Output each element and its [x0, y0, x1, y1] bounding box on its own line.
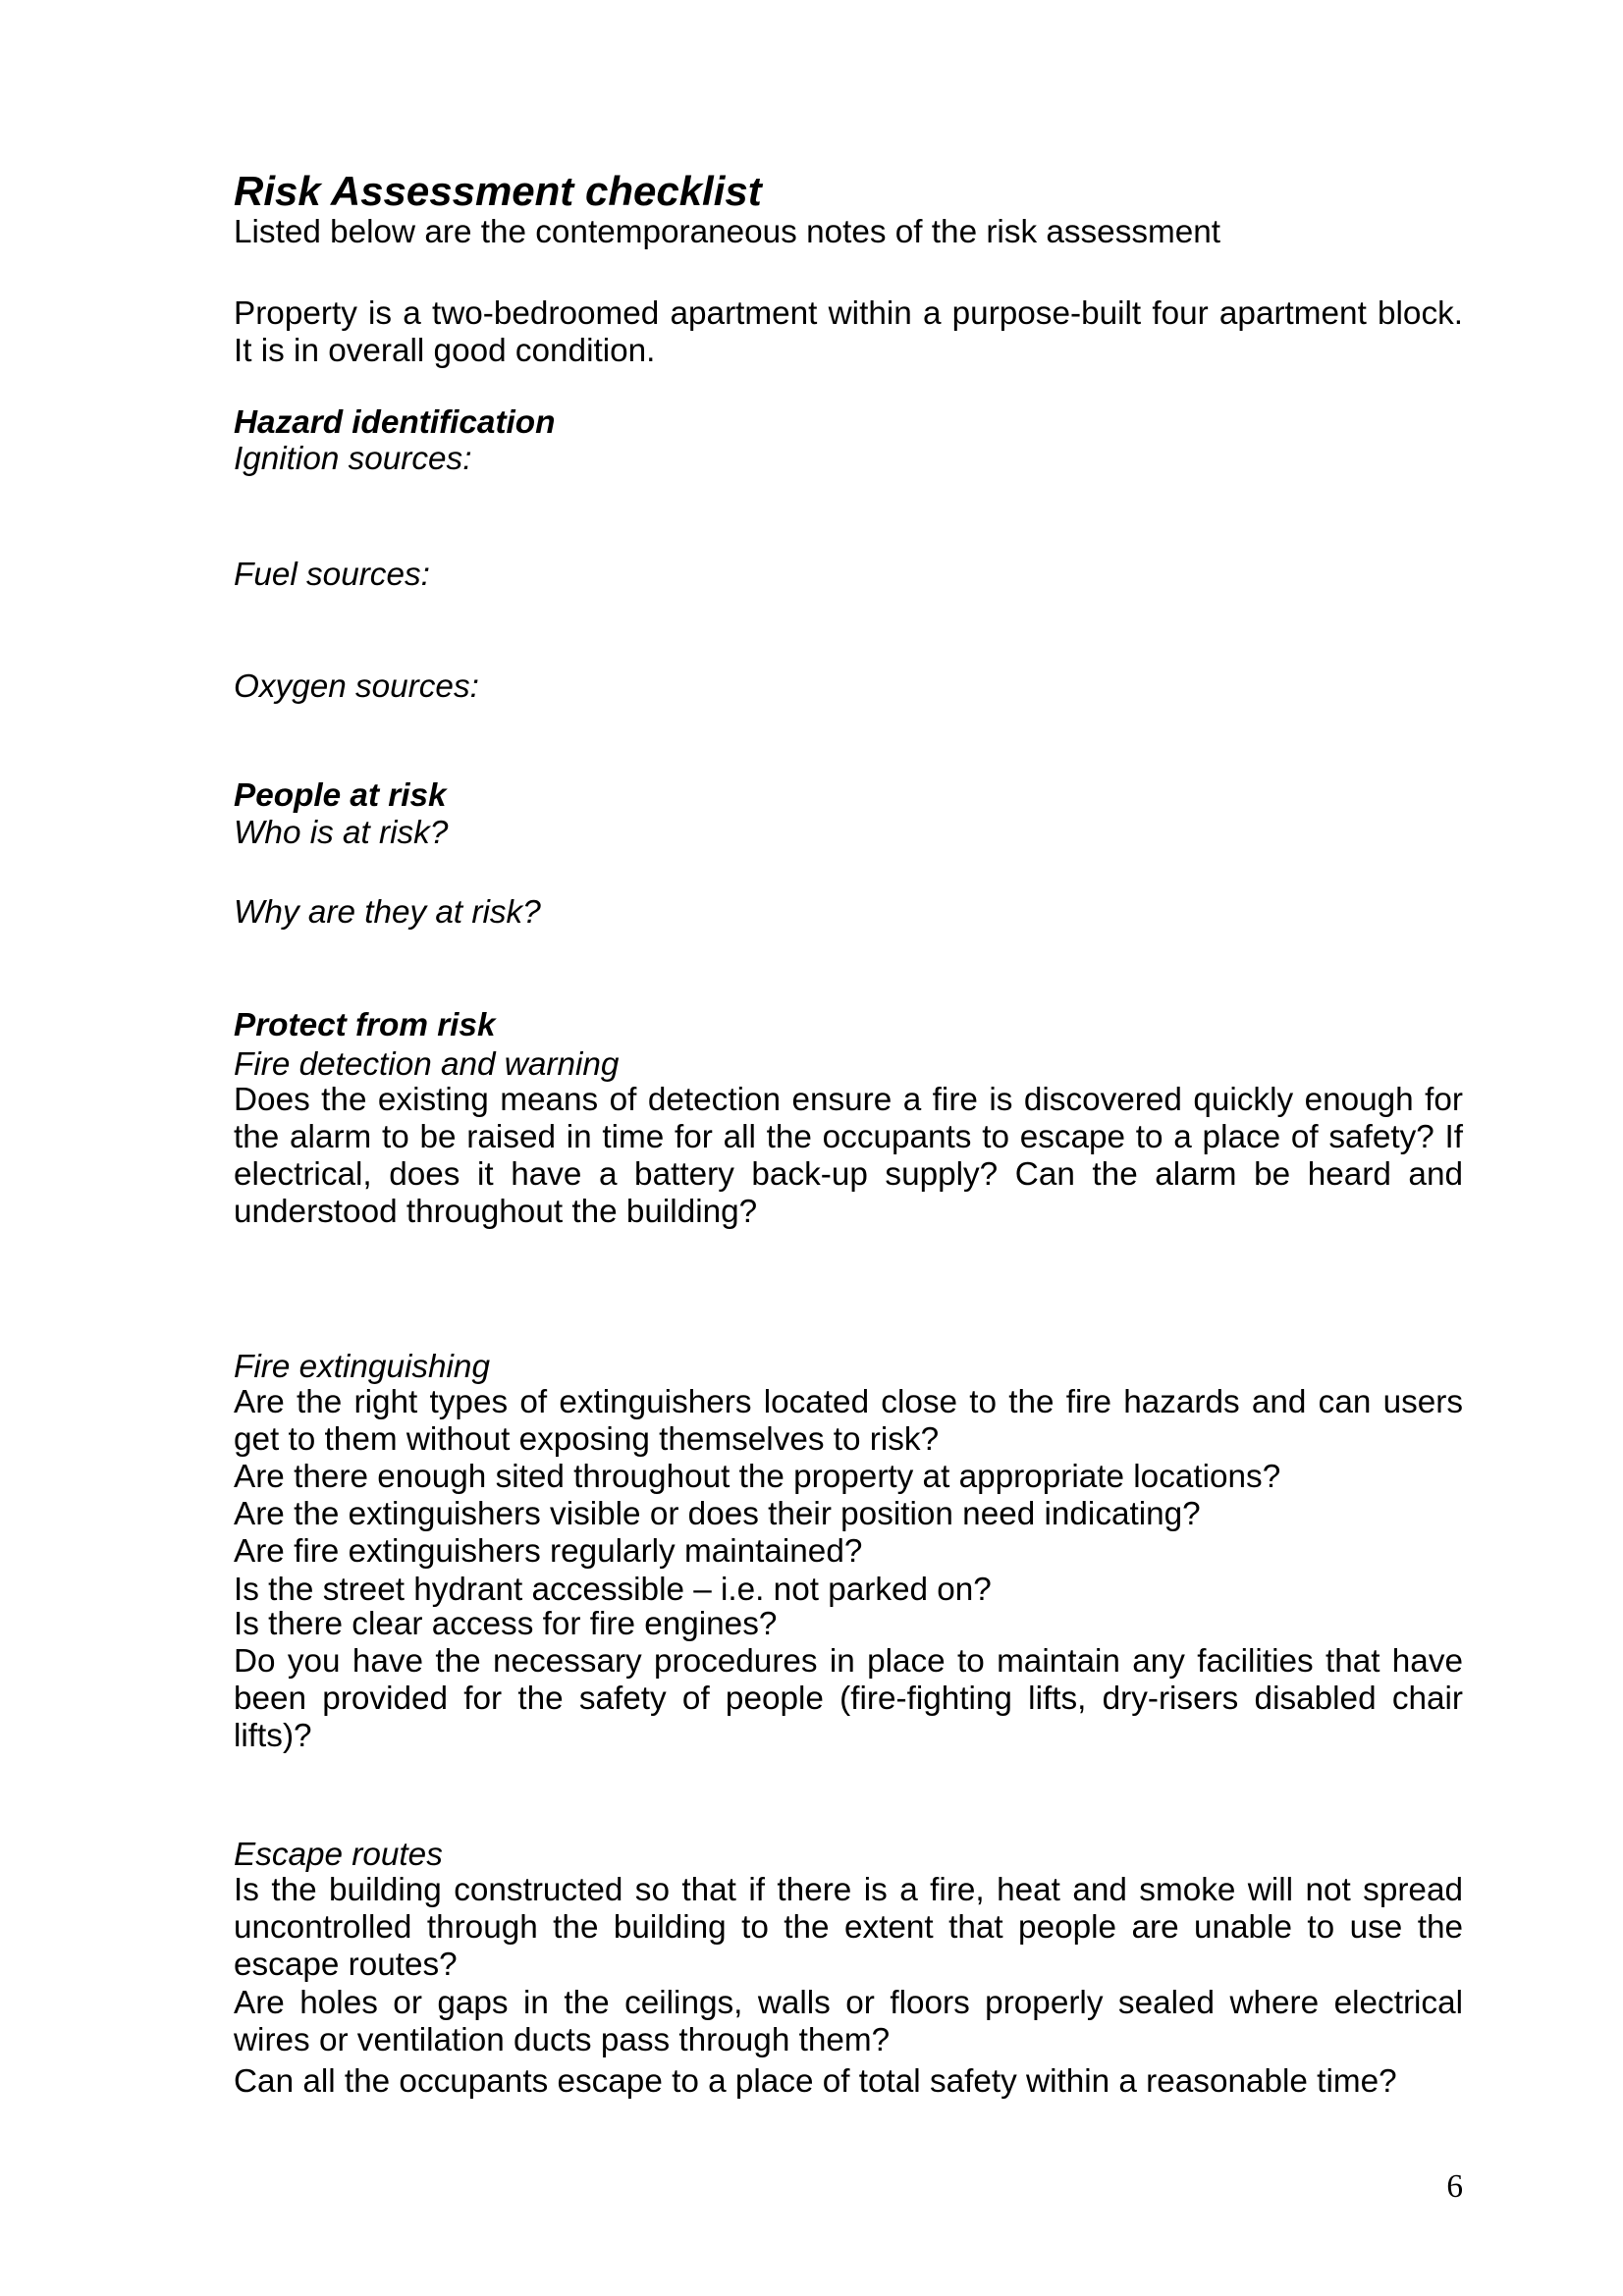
label-ignition-sources: Ignition sources:	[234, 441, 472, 477]
page-title: Risk Assessment checklist	[234, 168, 762, 214]
label-fuel-sources: Fuel sources:	[234, 557, 430, 593]
section-heading-protect-from-risk: Protect from risk	[234, 1007, 496, 1043]
question-enough-sited: Are there enough sited throughout the property at appropriate locations?	[234, 1459, 1281, 1495]
question-regularly-maintained: Are fire extinguishers regularly maintained?	[234, 1533, 863, 1570]
subheading-fire-extinguishing: Fire extinguishing	[234, 1349, 490, 1385]
question-who-at-risk: Who is at risk?	[234, 815, 449, 851]
section-heading-people-at-risk: People at risk	[234, 777, 447, 814]
page-number: 6	[1446, 2168, 1463, 2205]
subheading-escape-routes: Escape routes	[234, 1837, 443, 1873]
section-heading-hazard-identification: Hazard identification	[234, 404, 556, 441]
intro-text: Listed below are the contemporaneous notes of the risk assessment	[234, 214, 1221, 250]
question-extinguisher-types: Are the right types of extinguishers located close to the fire hazards and can users get to them without exposing themselves to risk?	[234, 1384, 1463, 1458]
question-maintenance-procedures: Do you have the necessary procedures in place to maintain any facilities that have been provided for the safety of people (fire-fighting lifts, dry-risers disabled chair lifts)?	[234, 1643, 1463, 1754]
question-fire-engine-access: Is there clear access for fire engines?	[234, 1606, 778, 1642]
question-building-construction: Is the building constructed so that if there is a fire, heat and smoke will not spread uncontrolled through the building to the extent that people are unable to use the escape routes?	[234, 1872, 1463, 1983]
label-oxygen-sources: Oxygen sources:	[234, 668, 479, 705]
property-description: Property is a two-bedroomed apartment within a purpose-built four apartment block. It is in overall good condition.	[234, 295, 1463, 369]
question-occupants-escape-time: Can all the occupants escape to a place of total safety within a reasonable time?	[234, 2063, 1397, 2100]
subheading-fire-detection: Fire detection and warning	[234, 1046, 620, 1083]
question-street-hydrant: Is the street hydrant accessible – i.e. not parked on?	[234, 1572, 992, 1608]
question-holes-gaps-sealed: Are holes or gaps in the ceilings, walls or floors properly sealed where electrical wires or ventilation ducts pass through them?	[234, 1985, 1463, 2058]
question-why-at-risk: Why are they at risk?	[234, 894, 541, 931]
paragraph-fire-detection: Does the existing means of detection ensure a fire is discovered quickly enough for the alarm to be raised in time for all the occupants to escape to a place of safety? If electrical, does it have a battery back-up supply? Can the alarm be heard and understood throughout the building?	[234, 1082, 1463, 1230]
question-extinguishers-visible: Are the extinguishers visible or does their position need indicating?	[234, 1496, 1201, 1532]
